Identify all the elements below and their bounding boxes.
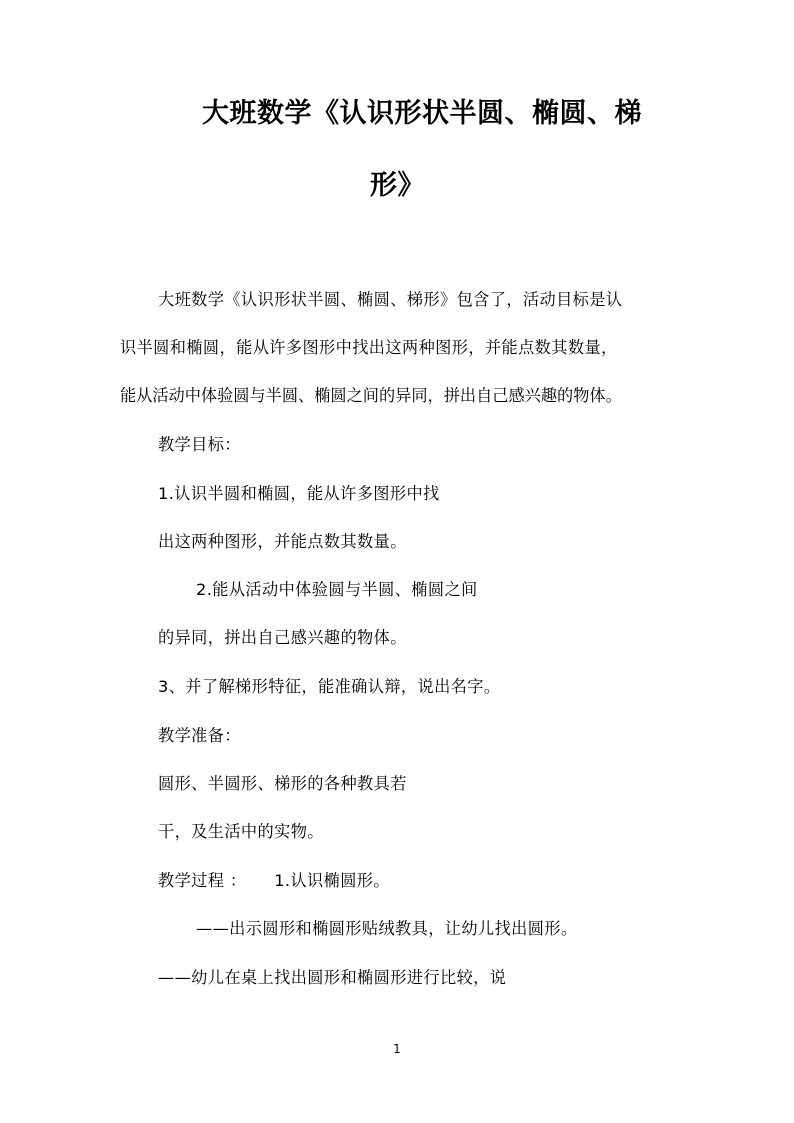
objective-2-line-2: 的异同，拼出自己感兴趣的物体。 (158, 628, 407, 647)
page-number: 1 (393, 1042, 401, 1056)
document-title-line-2: 形》 (370, 170, 425, 201)
preparation-line-1: 圆形、半圆形、梯形的各种教具若 (158, 774, 407, 793)
objective-2-line-1: 2.能从活动中体验圆与半圆、椭圆之间 (196, 580, 478, 599)
paragraph-line-2: 识半圆和椭圆，能从许多图形中找出这两种图形，并能点数其数量， (120, 338, 618, 357)
section-heading-preparation: 教学准备： (158, 726, 241, 745)
process-step-line-1: ——出示圆形和椭圆形贴绒教具，让幼儿找出圆形。 (196, 919, 578, 938)
objective-1-line-1: 1.认识半圆和椭圆，能从许多图形中找 (158, 484, 440, 503)
paragraph-line-3: 能从活动中体验圆与半圆、椭圆之间的异同，拼出自己感兴趣的物体。 (120, 386, 622, 405)
preparation-line-2: 干，及生活中的实物。 (158, 822, 324, 841)
objective-1-line-2: 出这两种图形，并能点数其数量。 (158, 532, 407, 551)
section-heading-objectives: 教学目标： (158, 435, 241, 454)
document-title-line-1: 大班数学《认识形状半圆、椭圆、梯 (202, 98, 642, 129)
paragraph-line-1: 大班数学《认识形状半圆、椭圆、梯形》包含了，活动目标是认 (158, 290, 623, 309)
objective-3: 3、并了解梯形特征，能准确认辩，说出名字。 (158, 677, 501, 696)
section-heading-process: 教学过程 ： 1.认识椭圆形。 (158, 871, 390, 890)
process-step-line-2: ——幼儿在桌上找出圆形和椭圆形进行比较，说 (158, 968, 507, 987)
